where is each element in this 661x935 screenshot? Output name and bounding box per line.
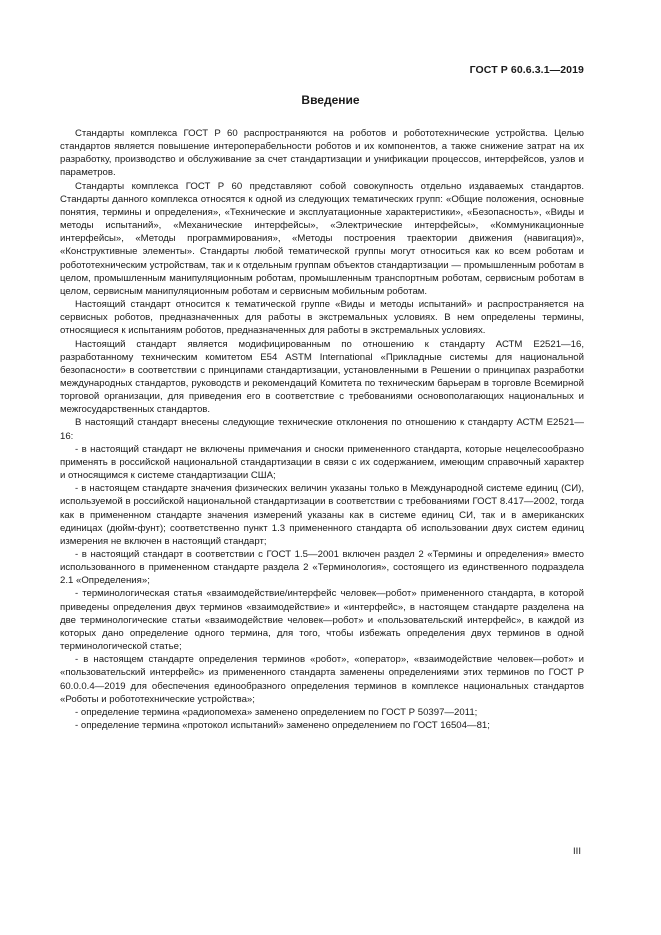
paragraph: В настоящий стандарт внесены следующие технические отклонения по отношению к стандарту АСТМ Е2521—16:	[60, 417, 584, 442]
list-item: - в настоящий стандарт в соответствии с ГОСТ 1.5—2001 включен раздел 2 «Термины и определения» вместо использованного в примененном стандарте раздела 2 «Терминология», состоящего из единственного подраздела 2.1 «Определения»;	[60, 549, 584, 587]
document-id: ГОСТ Р 60.6.3.1—2019	[469, 64, 584, 76]
paragraph: Настоящий стандарт является модифицированным по отношению к стандарту АСТМ Е2521—16, разработанному техническим комитетом Е54 ASTM International «Прикладные системы для национальной безопасности» в соответствии с принципами стандартизации, установленными в Решении о принципах разработки международных стандартов, руководств и рекомендаций Комитета по техническим барьерам в торговле Всемирной торговой организации, для приведения его в соответствие с требованиями основополагающих национальных и межгосударственных стандартов.	[60, 338, 584, 416]
paragraph: Настоящий стандарт относится к тематической группе «Виды и методы испытаний» и распространяется на сервисных роботов, предназначенных для работы в экстремальных условиях. В нем определены термины, относящиеся к испытаниям роботов, предназначенных для работы в экстремальных условиях.	[60, 299, 584, 337]
list-item: - определение термина «радиопомеха» заменено определением по ГОСТ Р 50397—2011;	[75, 706, 478, 718]
list-item: - терминологическая статья «взаимодействие/интерфейс человек—робот» примененного стандарта, в которой приведены определения двух терминов «взаимодействие» и «интерфейс», в настоящем стандарте разделена на две терминологические статьи «взаимодействие человек—робот» и «пользовательский интерфейс», в каждой из которых дано определение одного термина, для того, чтобы избежать определения двух терминов в одной терминологической статье;	[60, 588, 584, 653]
list-item: - в настоящем стандарте определения терминов «робот», «оператор», «взаимодействие человек—робот» и «пользовательский интерфейс» из примененного стандарта заменены определениями этих терминов по ГОСТ Р 60.0.0.4—2019 для обеспечения единообразного определения терминов в комплексе национальных стандартов «Роботы и робототехнические устройства»;	[60, 654, 584, 705]
body-text	[60, 127, 584, 732]
paragraph: Стандарты комплекса ГОСТ Р 60 распространяются на роботов и робототехнические устройства. Целью стандартов является повышение интероперабельности роботов и их компонентов, а также снижение затрат на их разработку, производство и обслуживание за счет стандартизации и унификации процессов, интерфейсов, узлов и параметров.	[60, 128, 584, 179]
paragraph: Стандарты комплекса ГОСТ Р 60 представляют собой совокупность отдельно издаваемых стандартов. Стандарты данного комплекса относятся к одной из следующих тематических групп: «Общие положения, основные понятия, термины и определения», «Технические и эксплуатационные характеристики», «Безопасность», «Виды и методы испытаний», «Механические интерфейсы», «Электрические интерфейсы», «Коммуникационные интерфейсы», «Методы программирования», «Методы построения траектории движения (навигация)», «Конструктивные элементы». Стандарты любой тематической группы могут относиться как ко всем роботам и робототехническим устройствам, так и к отдельным группам объектов стандартизации — промышленным роботам в целом, промышленным манипуляционным роботам, промышленным транспортным роботам, сервисным роботам в целом, сервисным манипуляционным роботам и сервисным мобильным роботам.	[60, 180, 584, 297]
section-title: Введение	[301, 93, 360, 107]
list-item: - определение термина «протокол испытаний» заменено определением по ГОСТ 16504—81;	[75, 720, 490, 732]
page-number: III	[573, 846, 581, 857]
list-item: - в настоящий стандарт не включены примечания и сноски примененного стандарта, которые нецелесообразно применять в российской национальной стандартизации в связи с их содержанием, имеющим справочный характер и относящимся к системе стандартизации США;	[60, 443, 584, 482]
list-item: - в настоящем стандарте значения физических величин указаны только в Международной системе единиц (СИ), используемой в российской национальной стандартизации в соответствии с требованиями ГОСТ 8.417—2002, тогда как в примененном стандарте значения измерений указаны как в системе единиц СИ, так и в американских единицах (дюйм-фунт); соответственно пункт 1.3 примененного стандарта об использовании двух систем единиц измерения не включен в настоящий стандарт;	[60, 483, 584, 547]
